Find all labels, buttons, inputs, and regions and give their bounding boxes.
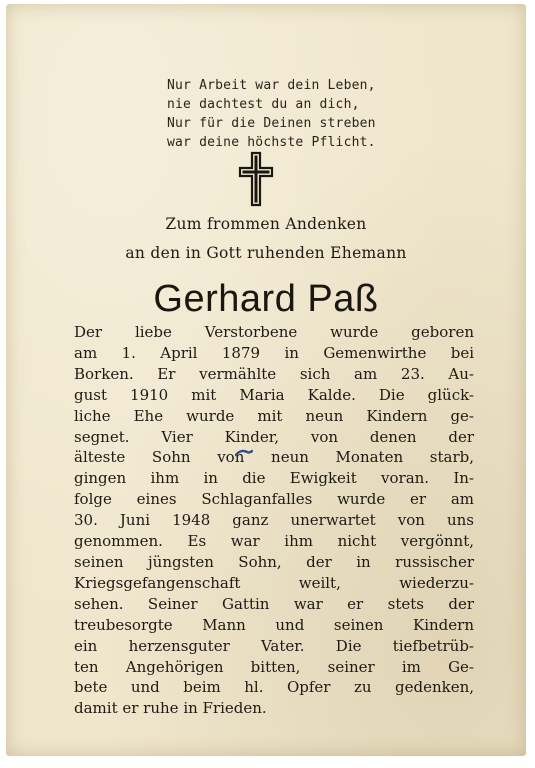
bio-line: treubesorgte Mann und seinen Kindern [74,615,474,634]
bio-line: segnet. Vier Kinder, von denen der [74,427,474,446]
bio-line: Borken. Er vermählte sich am 23. Au- [74,364,474,383]
bio-line: älteste Sohn von neun Monaten starb, [74,448,474,467]
bio-line: Kriegsgefangenschaft weilt, wiederzu- [74,573,474,592]
bio-line: Der liebe Verstorbene wurde geboren [74,323,474,341]
memorial-card [6,4,526,756]
biography-text [74,322,474,719]
bio-line: bete und beim hl. Opfer zu gedenken, [74,678,474,697]
bio-line: folge eines Schlaganfalles wurde er am [74,490,474,509]
bio-line: ten Angehörigen bitten, seiner im Ge- [74,657,474,676]
bio-line: 30. Juni 1948 ganz unerwartet von uns [74,511,474,530]
memorial-intro-line: Zum frommen Andenken [165,215,367,233]
verse-line: Nur für die Deinen streben [167,116,376,131]
bio-line: seinen jüngsten Sohn, der in russischer [74,552,474,571]
verse-line: Nur Arbeit war dein Leben, [167,78,376,93]
bio-line: gingen ihm in die Ewigkeit voran. In- [74,469,474,488]
memorial-verse [167,76,376,152]
verse-line: war deine höchste Pflicht. [167,135,376,150]
bio-line: damit er ruhe in Frieden. [74,699,267,718]
verse-line: nie dachtest du an dich, [167,97,360,112]
latin-cross-icon [237,151,275,207]
bio-line: ein herzensguter Vater. Die tiefbetrüb- [74,636,474,655]
deceased-name: Gerhard Paß [153,278,379,320]
ink-mark [235,449,253,458]
bio-line: am 1. April 1879 in Gemenwirthe bei [74,343,474,362]
bio-line: gust 1910 mit Maria Kalde. Die glück- [74,385,474,404]
bio-line: sehen. Seiner Gattin war er stets der [74,594,474,613]
memorial-intro-line: an den in Gott ruhenden Ehemann [125,244,407,262]
bio-line: liche Ehe wurde mit neun Kindern ge- [74,406,474,425]
bio-line: genommen. Es war ihm nicht vergönnt, [74,532,474,551]
